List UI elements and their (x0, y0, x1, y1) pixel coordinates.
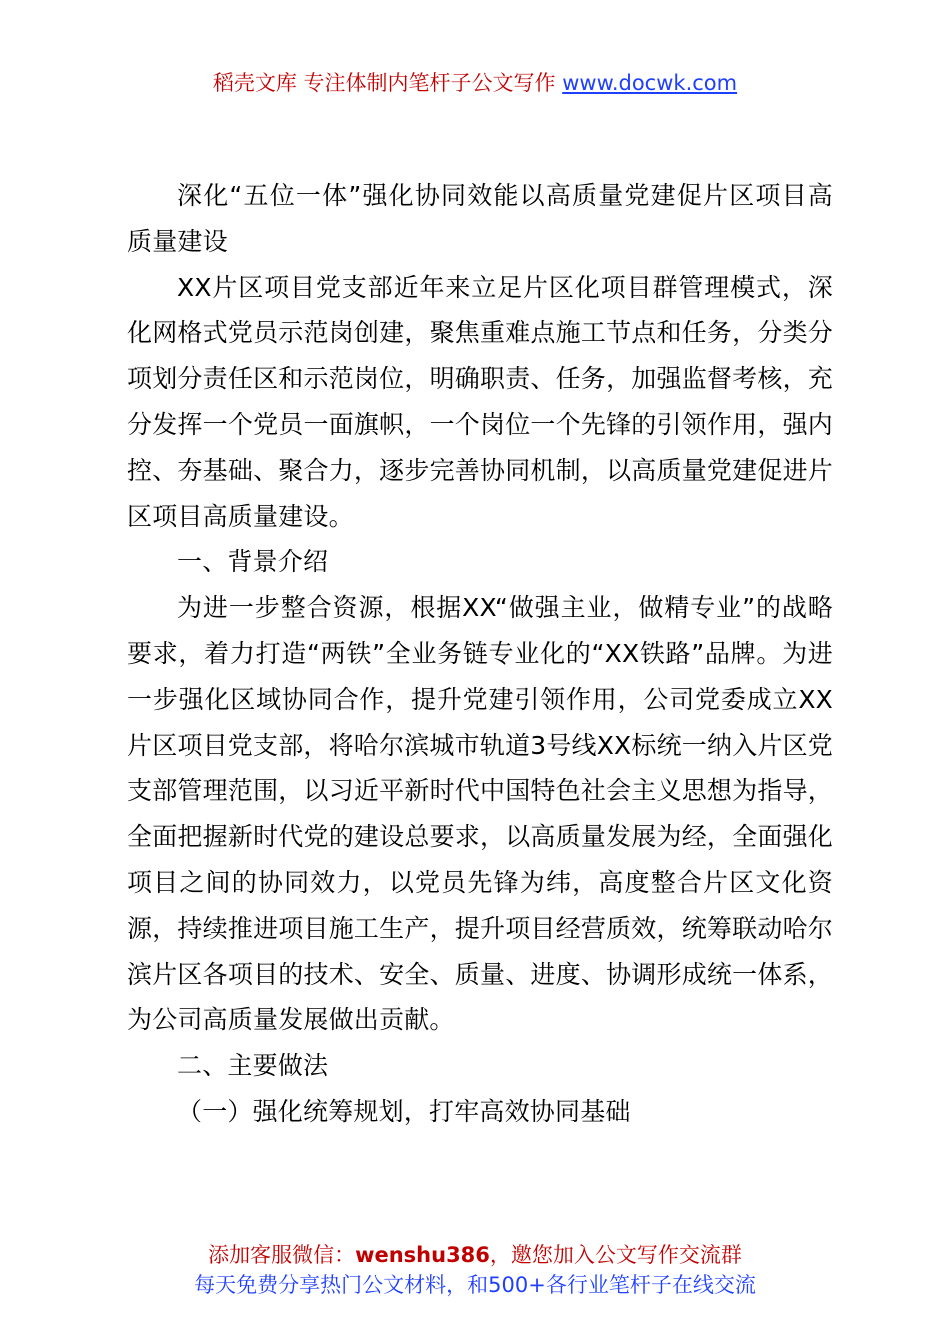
footer-wechat-id: wenshu386 (355, 1243, 490, 1267)
paragraph-intro: XX片区项目党支部近年来立足片区化项目群管理模式，深化网格式党员示范岗创建，聚焦重难点施工节点和任务，分类分项划分责任区和示范岗位，明确职责、任务，加强监督考核，充分发挥一个党员一面旗帜，一个岗位一个先锋的引领作用，强内控、夯基础、聚合力，逐步完善协同机制，以高质量党建促进片区项目高质量建设。 (127, 272, 833, 531)
paragraph-background: 为进一步整合资源，根据XX“做强主业，做精专业”的战略要求，着力打造“两铁”全业务链专业化的“XX铁路”品牌。为进一步强化区域协同合作，提升党建引领作用，公司党委成立XX片区项目党支部，将哈尔滨城市轨道3号线XX标统一纳入片区党支部管理范围，以习近平新时代中国特色社会主义思想为指导，全面把握新时代党的建设总要求，以高质量发展为经，全面强化项目之间的协同效力，以党员先锋为纬，高度整合片区文化资源，持续推进项目施工生产，提升项目经营质效，统筹联动哈尔滨片区各项目的技术、安全、质量、进度、协调形成统一体系，为公司高质量发展做出贡献。 (127, 593, 833, 1035)
footer-contact-prefix: 添加客服微信： (208, 1243, 356, 1267)
section-heading-background: 一、背景介绍 (177, 547, 329, 577)
document-body (127, 173, 833, 1135)
watermark-header (0, 68, 950, 98)
header-website-link[interactable]: www.docwk.com (562, 71, 738, 95)
footer-contact-suffix: ，邀您加入公文写作交流群 (489, 1243, 742, 1267)
subsection-heading-planning: （一）强化统筹规划，打牢高效协同基础 (177, 1096, 631, 1126)
header-brand-text: 稻壳文库 专注体制内笔杆子公文写作 (212, 71, 563, 95)
watermark-footer (0, 1240, 950, 1300)
footer-contact-line (0, 1240, 950, 1270)
section-heading-main-practices: 二、主要做法 (177, 1051, 329, 1081)
document-title: 深化“五位一体”强化协同效能以高质量党建促片区项目高质量建设 (127, 181, 833, 256)
footer-promo-line: 每天免费分享热门公文材料，和500+各行业笔杆子在线交流 (194, 1273, 756, 1297)
